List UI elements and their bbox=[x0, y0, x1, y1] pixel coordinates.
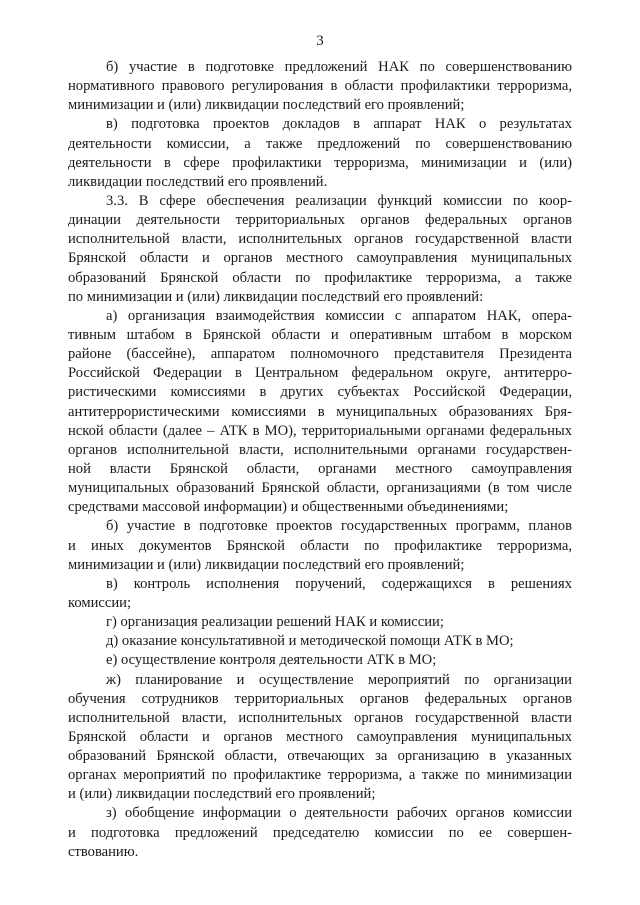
text-line: а) организация взаимодействия комиссии с аппаратом НАК, опера- bbox=[106, 307, 572, 324]
paragraph-b2 bbox=[68, 517, 572, 574]
text-line: исполнительной власти, исполнительных органов государственной власти bbox=[68, 231, 572, 248]
paragraph-g2 bbox=[68, 613, 572, 632]
text-line: деятельности комиссии, а также предложений по совершенствованию bbox=[68, 135, 572, 152]
paragraph-z2 bbox=[68, 804, 572, 861]
text-line: и (или) ликвидации последствий его проявлений; bbox=[68, 786, 376, 803]
text-line: нской области (далее – АТК в МО), территориальными органами федеральных bbox=[68, 422, 572, 439]
text-line: Российской Федерации в Центральном федеральном округе, антитерро- bbox=[68, 365, 572, 382]
text-line: тивным штабом в Брянской области и оперативным штабом в морском bbox=[68, 326, 572, 343]
text-line: ликвидации последствий его проявлений. bbox=[68, 173, 328, 190]
text-line: б) участие в подготовке проектов государственных программ, планов bbox=[106, 518, 572, 535]
paragraph-e2 bbox=[68, 651, 572, 670]
text-line: динации деятельности территориальных органов федеральных органов bbox=[68, 212, 572, 229]
text-line: ствованию. bbox=[68, 843, 139, 860]
text-line: обучения сотрудников территориальных органов федеральных органов bbox=[68, 690, 572, 707]
text-line: и иных документов Брянской области по профилактике терроризма, bbox=[68, 537, 572, 554]
text-line: ристическими комиссиями в других субъектах Российской Федерации, bbox=[68, 384, 572, 401]
document-body bbox=[68, 58, 572, 862]
text-line: деятельности в сфере профилактики терроризма, минимизации и (или) bbox=[68, 154, 572, 171]
page-number: 3 bbox=[316, 33, 324, 49]
text-line: минимизации и (или) ликвидации последствий его проявлений; bbox=[68, 556, 465, 573]
text-line: и подготовка предложений председателю комиссии по ее совершен- bbox=[68, 824, 572, 841]
paragraph-zh2 bbox=[68, 671, 572, 805]
paragraph-b1 bbox=[68, 58, 572, 115]
text-line: комиссии; bbox=[68, 594, 132, 611]
text-line: образований Брянской области, отвечающих за организацию в указанных bbox=[68, 748, 572, 765]
text-line: средствами массовой информации) и общественными объединениями; bbox=[68, 499, 509, 516]
paragraph-d2 bbox=[68, 632, 572, 651]
text-line: органах мероприятий по профилактике терроризма, а также по минимизации bbox=[68, 767, 572, 784]
text-line: минимизации и (или) ликвидации последствий его проявлений; bbox=[68, 97, 465, 114]
text-line: ж) планирование и осуществление мероприятий по организации bbox=[106, 671, 572, 688]
text-line: в) контроль исполнения поручений, содержащихся в решениях bbox=[106, 575, 572, 592]
text-line: 3.3. В сфере обеспечения реализации функций комиссии по коор- bbox=[106, 192, 572, 209]
paragraph-a2 bbox=[68, 307, 572, 518]
text-line: исполнительной власти, исполнительных органов государственной власти bbox=[68, 709, 572, 726]
text-line: д) оказание консультативной и методической помощи АТК в МО; bbox=[106, 633, 514, 650]
text-line: по минимизации и (или) ликвидации последствий его проявлений: bbox=[68, 288, 484, 305]
text-line: нормативного правового регулирования в области профилактики терроризма, bbox=[68, 78, 572, 95]
text-line: г) организация реализации решений НАК и комиссии; bbox=[106, 614, 444, 631]
text-line: районе (бассейне), аппаратом полномочного представителя Президента bbox=[68, 346, 572, 363]
text-line: з) обобщение информации о деятельности рабочих органов комиссии bbox=[106, 805, 572, 822]
text-line: в) подготовка проектов докладов в аппарат НАК о результатах bbox=[106, 116, 572, 133]
text-line: б) участие в подготовке предложений НАК по совершенствованию bbox=[106, 59, 572, 75]
text-line: Брянской области и органов местного самоуправления муниципальных bbox=[68, 250, 572, 267]
text-line: антитеррористическими комиссиями в муниципальных образованиях Бря- bbox=[68, 403, 572, 420]
paragraph-v1 bbox=[68, 115, 572, 192]
text-line: ной власти Брянской области, органами местного самоуправления bbox=[68, 460, 572, 477]
paragraph-p33 bbox=[68, 192, 572, 307]
text-line: муниципальных образований Брянской области, организациями (в том числе bbox=[68, 480, 572, 497]
text-line: образований Брянской области по профилактике терроризма, а также bbox=[68, 269, 572, 286]
text-line: Брянской области и органов местного самоуправления муниципальных bbox=[68, 728, 572, 745]
paragraph-v2 bbox=[68, 575, 572, 613]
text-line: органов исполнительной власти, исполнительными органами государствен- bbox=[68, 441, 572, 458]
text-line: е) осуществление контроля деятельности АТК в МО; bbox=[106, 652, 437, 669]
